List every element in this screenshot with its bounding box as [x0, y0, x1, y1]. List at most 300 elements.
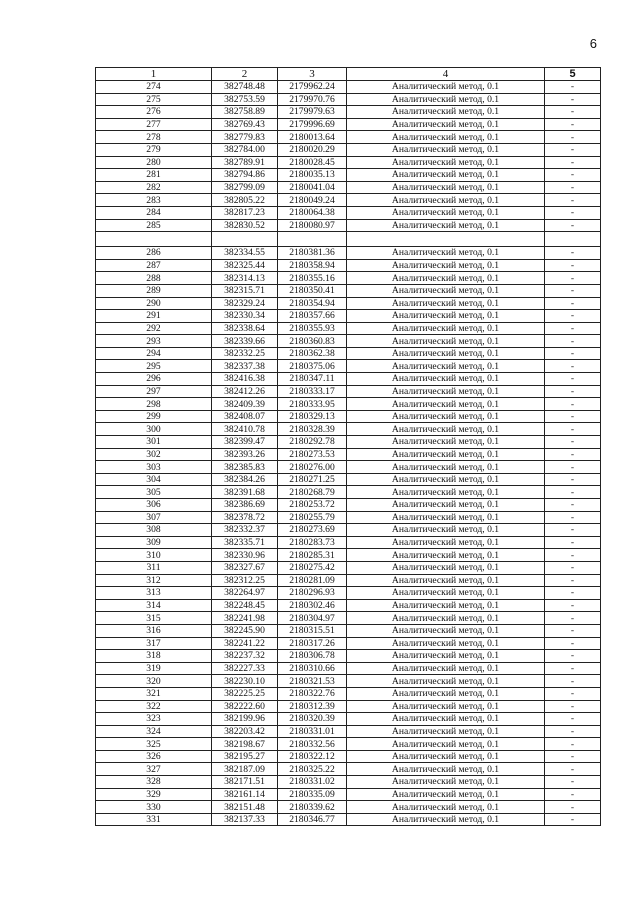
table-cell-col-3: 2180360.83: [278, 335, 347, 348]
table-cell-col-5: -: [545, 81, 601, 94]
table-cell-col-2: 382151.48: [212, 801, 278, 814]
table-cell-col-5: -: [545, 385, 601, 398]
table-cell-col-1: 288: [96, 272, 212, 285]
table-cell-col-1: 330: [96, 801, 212, 814]
table-cell-col-4: Аналитический метод, 0.1: [347, 448, 545, 461]
table-cell-col-5: -: [545, 206, 601, 219]
table-cell-col-3: 2180273.53: [278, 448, 347, 461]
table-row: [96, 511, 601, 524]
table-row: [96, 322, 601, 335]
table-row: [96, 436, 601, 449]
table-cell-col-3: 2180273.69: [278, 524, 347, 537]
table-cell-col-2: 382805.22: [212, 194, 278, 207]
table-cell-col-3: 2180276.00: [278, 461, 347, 474]
table-cell-col-1: 289: [96, 284, 212, 297]
table-cell-col-3: 2180325.22: [278, 763, 347, 776]
table-cell-col-1: 276: [96, 106, 212, 119]
table-cell-col-4: Аналитический метод, 0.1: [347, 436, 545, 449]
table-cell-col-1: 279: [96, 143, 212, 156]
table-cell-col-3: 2180357.66: [278, 310, 347, 323]
table-row: [96, 599, 601, 612]
table-cell-col-4: Аналитический метод, 0.1: [347, 524, 545, 537]
table-cell-col-5: -: [545, 322, 601, 335]
table-cell-col-5: -: [545, 423, 601, 436]
table-cell-col-5: -: [545, 486, 601, 499]
table-cell-col-2: 382337.38: [212, 360, 278, 373]
table-cell-col-1: 277: [96, 118, 212, 131]
table-row: [96, 143, 601, 156]
table-cell-col-2: 382241.98: [212, 612, 278, 625]
table-cell-col-2: 382378.72: [212, 511, 278, 524]
table-cell-col-2: 382769.43: [212, 118, 278, 131]
table-row: [96, 750, 601, 763]
table-cell-col-5: -: [545, 675, 601, 688]
table-cell-col-1: 312: [96, 574, 212, 587]
table-row: [96, 398, 601, 411]
table-cell-col-2: 382198.67: [212, 738, 278, 751]
table-cell-col-5: -: [545, 106, 601, 119]
table-cell-col-5: -: [545, 373, 601, 386]
table-cell-col-5: -: [545, 143, 601, 156]
table-row: [96, 284, 601, 297]
table-cell-col-4: Аналитический метод, 0.1: [347, 687, 545, 700]
table-cell-col-1: 329: [96, 788, 212, 801]
table-cell-col-3: 2180335.09: [278, 788, 347, 801]
table-cell-col-2: 382339.66: [212, 335, 278, 348]
table-cell-col-4: Аналитический метод, 0.1: [347, 801, 545, 814]
table-cell-col-5: -: [545, 511, 601, 524]
table-cell-col-5: -: [545, 272, 601, 285]
table-cell-col-5: -: [545, 131, 601, 144]
table-row: [96, 650, 601, 663]
table-cell-col-5: -: [545, 549, 601, 562]
table-cell-col-1: 284: [96, 206, 212, 219]
header-col-3: 3: [278, 68, 347, 81]
table-cell-col-1: 323: [96, 713, 212, 726]
table-cell-col-2: 382264.97: [212, 587, 278, 600]
table-row: [96, 725, 601, 738]
table-cell-col-4: Аналитический метод, 0.1: [347, 219, 545, 232]
table-cell-col-2: 382817.23: [212, 206, 278, 219]
table-cell-col-2: 382137.33: [212, 813, 278, 826]
table-cell-col-4: Аналитический метод, 0.1: [347, 776, 545, 789]
table-row: [96, 194, 601, 207]
table-cell-col-3: 2180268.79: [278, 486, 347, 499]
table-cell-col-3: 2180332.56: [278, 738, 347, 751]
table-cell-col-4: Аналитический метод, 0.1: [347, 675, 545, 688]
table-cell-col-4: Аналитический метод, 0.1: [347, 322, 545, 335]
table-cell-col-4: Аналитический метод, 0.1: [347, 461, 545, 474]
table-cell-col-4: Аналитический метод, 0.1: [347, 297, 545, 310]
table-cell-col-1: 325: [96, 738, 212, 751]
table-cell-col-2: 382332.37: [212, 524, 278, 537]
table-cell-col-5: -: [545, 650, 601, 663]
table-row: [96, 473, 601, 486]
table-cell-col-4: Аналитический метод, 0.1: [347, 725, 545, 738]
table-cell-col-1: 324: [96, 725, 212, 738]
table-cell-col-3: 2180339.62: [278, 801, 347, 814]
table-cell-col-2: 382245.90: [212, 624, 278, 637]
table-cell-col-1: 298: [96, 398, 212, 411]
table-cell-col-2: 382315.71: [212, 284, 278, 297]
table-cell-col-4: Аналитический метод, 0.1: [347, 398, 545, 411]
table-cell-col-5: -: [545, 612, 601, 625]
table-row: [96, 423, 601, 436]
table-body: [96, 81, 601, 826]
table-cell-col-3: 2180296.93: [278, 587, 347, 600]
table-cell-col-1: 293: [96, 335, 212, 348]
table-cell-col-5: -: [545, 335, 601, 348]
table-cell-col-1: 327: [96, 763, 212, 776]
table-cell-col-4: Аналитический метод, 0.1: [347, 499, 545, 512]
table-cell-col-1: 287: [96, 259, 212, 272]
table-cell-col-1: 302: [96, 448, 212, 461]
table-cell-col-1: 285: [96, 219, 212, 232]
table-row: [96, 219, 601, 232]
table-row: [96, 272, 601, 285]
table-row: [96, 687, 601, 700]
page-number: 6: [589, 36, 597, 51]
table-row: [96, 106, 601, 119]
table-cell-col-3: 2180320.39: [278, 713, 347, 726]
table-cell-col-4: Аналитический метод, 0.1: [347, 599, 545, 612]
table-cell-col-1: 331: [96, 813, 212, 826]
table-row: [96, 813, 601, 826]
table-cell-col-3: 2180255.79: [278, 511, 347, 524]
table-cell-col-2: 382384.26: [212, 473, 278, 486]
table-row: [96, 181, 601, 194]
table-cell-col-1: 275: [96, 93, 212, 106]
separator-cell: [278, 232, 347, 247]
table-cell-col-2: 382203.42: [212, 725, 278, 738]
table-cell-col-3: 2180347.11: [278, 373, 347, 386]
table-cell-col-2: 382385.83: [212, 461, 278, 474]
table-cell-col-5: -: [545, 700, 601, 713]
table-cell-col-4: Аналитический метод, 0.1: [347, 561, 545, 574]
table-cell-col-2: 382410.78: [212, 423, 278, 436]
table-cell-col-4: Аналитический метод, 0.1: [347, 750, 545, 763]
table-cell-col-5: -: [545, 169, 601, 182]
table-row: [96, 206, 601, 219]
table-cell-col-2: 382416.38: [212, 373, 278, 386]
table-cell-col-2: 382391.68: [212, 486, 278, 499]
table-cell-col-5: -: [545, 194, 601, 207]
table-cell-col-5: -: [545, 713, 601, 726]
table-cell-col-2: 382334.55: [212, 247, 278, 260]
table-cell-col-4: Аналитический метод, 0.1: [347, 423, 545, 436]
table-cell-col-4: Аналитический метод, 0.1: [347, 624, 545, 637]
table-cell-col-3: 2180275.42: [278, 561, 347, 574]
table-cell-col-5: -: [545, 801, 601, 814]
table-cell-col-1: 291: [96, 310, 212, 323]
table-cell-col-2: 382329.24: [212, 297, 278, 310]
table-cell-col-4: Аналитический метод, 0.1: [347, 738, 545, 751]
table-row: [96, 247, 601, 260]
separator-cell: [545, 232, 601, 247]
table-cell-col-4: Аналитический метод, 0.1: [347, 284, 545, 297]
table-cell-col-2: 382799.09: [212, 181, 278, 194]
table-cell-col-5: -: [545, 561, 601, 574]
table-cell-col-3: 2180346.77: [278, 813, 347, 826]
table-row: [96, 713, 601, 726]
table-cell-col-2: 382408.07: [212, 410, 278, 423]
table-cell-col-5: -: [545, 624, 601, 637]
table-cell-col-4: Аналитический метод, 0.1: [347, 587, 545, 600]
table-cell-col-3: 2180064.38: [278, 206, 347, 219]
table-cell-col-2: 382784.00: [212, 143, 278, 156]
table-cell-col-5: -: [545, 725, 601, 738]
table-cell-col-5: -: [545, 259, 601, 272]
table-cell-col-5: -: [545, 410, 601, 423]
table-cell-col-1: 307: [96, 511, 212, 524]
table-cell-col-1: 303: [96, 461, 212, 474]
table-cell-col-3: 2180355.16: [278, 272, 347, 285]
table-row: [96, 448, 601, 461]
table-cell-col-5: -: [545, 574, 601, 587]
table-cell-col-2: 382758.89: [212, 106, 278, 119]
table-cell-col-4: Аналитический метод, 0.1: [347, 169, 545, 182]
table-cell-col-1: 280: [96, 156, 212, 169]
separator-cell: [347, 232, 545, 247]
table-cell-col-2: 382222.60: [212, 700, 278, 713]
table-cell-col-1: 317: [96, 637, 212, 650]
table-row: [96, 675, 601, 688]
table-cell-col-4: Аналитический метод, 0.1: [347, 788, 545, 801]
table-cell-col-4: Аналитический метод, 0.1: [347, 813, 545, 826]
table-cell-col-1: 309: [96, 536, 212, 549]
table-cell-col-3: 2179962.24: [278, 81, 347, 94]
table-row: [96, 624, 601, 637]
table-cell-col-5: -: [545, 587, 601, 600]
table-cell-col-4: Аналитический метод, 0.1: [347, 360, 545, 373]
table-row: [96, 524, 601, 537]
table-row: [96, 373, 601, 386]
table-cell-col-4: Аналитический метод, 0.1: [347, 385, 545, 398]
table-cell-col-3: 2180328.39: [278, 423, 347, 436]
table-cell-col-4: Аналитический метод, 0.1: [347, 473, 545, 486]
table-cell-col-3: 2180322.76: [278, 687, 347, 700]
table-cell-col-2: 382312.25: [212, 574, 278, 587]
table-cell-col-2: 382195.27: [212, 750, 278, 763]
table-cell-col-2: 382314.13: [212, 272, 278, 285]
table-row: [96, 81, 601, 94]
table-row: [96, 612, 601, 625]
table-cell-col-3: 2179996.69: [278, 118, 347, 131]
table-cell-col-4: Аналитический метод, 0.1: [347, 662, 545, 675]
table-cell-col-3: 2180381.36: [278, 247, 347, 260]
table-cell-col-1: 308: [96, 524, 212, 537]
table-cell-col-5: -: [545, 461, 601, 474]
table-cell-col-5: -: [545, 284, 601, 297]
header-col-1: 1: [96, 68, 212, 81]
table-cell-col-3: 2180292.78: [278, 436, 347, 449]
table-cell-col-2: 382237.32: [212, 650, 278, 663]
table-cell-col-1: 292: [96, 322, 212, 335]
table-cell-col-2: 382230.10: [212, 675, 278, 688]
table-cell-col-3: 2180035.13: [278, 169, 347, 182]
table-cell-col-3: 2180271.25: [278, 473, 347, 486]
table-cell-col-1: 281: [96, 169, 212, 182]
table-cell-col-3: 2180283.73: [278, 536, 347, 549]
table-cell-col-1: 318: [96, 650, 212, 663]
table-cell-col-5: -: [545, 347, 601, 360]
table-cell-col-5: -: [545, 738, 601, 751]
table-row: [96, 156, 601, 169]
table-cell-col-2: 382187.09: [212, 763, 278, 776]
table-cell-col-4: Аналитический метод, 0.1: [347, 206, 545, 219]
table-cell-col-4: Аналитический метод, 0.1: [347, 156, 545, 169]
table-cell-col-4: Аналитический метод, 0.1: [347, 410, 545, 423]
table-cell-col-4: Аналитический метод, 0.1: [347, 574, 545, 587]
table-row: [96, 169, 601, 182]
table-row: [96, 259, 601, 272]
table-cell-col-3: 2180013.64: [278, 131, 347, 144]
table-cell-col-4: Аналитический метод, 0.1: [347, 247, 545, 260]
table-cell-col-1: 297: [96, 385, 212, 398]
table-cell-col-1: 328: [96, 776, 212, 789]
table-cell-col-2: 382789.91: [212, 156, 278, 169]
table-cell-col-4: Аналитический метод, 0.1: [347, 259, 545, 272]
table-cell-col-4: Аналитический метод, 0.1: [347, 763, 545, 776]
table-cell-col-1: 321: [96, 687, 212, 700]
table-cell-col-3: 2180358.94: [278, 259, 347, 272]
separator-row: [96, 232, 601, 247]
table-cell-col-5: -: [545, 750, 601, 763]
table-cell-col-3: 2180304.97: [278, 612, 347, 625]
table-cell-col-3: 2180333.95: [278, 398, 347, 411]
header-col-2: 2: [212, 68, 278, 81]
table-cell-col-2: 382330.34: [212, 310, 278, 323]
table-cell-col-3: 2179979.63: [278, 106, 347, 119]
table-cell-col-4: Аналитический метод, 0.1: [347, 650, 545, 663]
table-cell-col-1: 326: [96, 750, 212, 763]
table-cell-col-1: 305: [96, 486, 212, 499]
table-cell-col-3: 2180306.78: [278, 650, 347, 663]
table-cell-col-1: 294: [96, 347, 212, 360]
table-cell-col-5: -: [545, 310, 601, 323]
table-cell-col-3: 2180331.01: [278, 725, 347, 738]
table-cell-col-4: Аналитический метод, 0.1: [347, 347, 545, 360]
table-cell-col-4: Аналитический метод, 0.1: [347, 181, 545, 194]
table-cell-col-4: Аналитический метод, 0.1: [347, 272, 545, 285]
table-cell-col-3: 2180329.13: [278, 410, 347, 423]
table-cell-col-3: 2180041.04: [278, 181, 347, 194]
table-row: [96, 385, 601, 398]
table-cell-col-3: 2180302.46: [278, 599, 347, 612]
table-cell-col-4: Аналитический метод, 0.1: [347, 511, 545, 524]
table-cell-col-3: 2180028.45: [278, 156, 347, 169]
table-cell-col-5: -: [545, 297, 601, 310]
table-cell-col-1: 278: [96, 131, 212, 144]
table-row: [96, 360, 601, 373]
table-cell-col-2: 382227.33: [212, 662, 278, 675]
table-cell-col-5: -: [545, 93, 601, 106]
table-cell-col-4: Аналитический метод, 0.1: [347, 106, 545, 119]
table-row: [96, 549, 601, 562]
table-cell-col-3: 2180333.17: [278, 385, 347, 398]
table-row: [96, 801, 601, 814]
table-cell-col-3: 2180253.72: [278, 499, 347, 512]
table-row: [96, 700, 601, 713]
table-cell-col-1: 311: [96, 561, 212, 574]
table-cell-col-1: 310: [96, 549, 212, 562]
table-cell-col-5: -: [545, 436, 601, 449]
table-cell-col-2: 382330.96: [212, 549, 278, 562]
table-cell-col-5: -: [545, 524, 601, 537]
table-cell-col-3: 2180331.02: [278, 776, 347, 789]
table-row: [96, 587, 601, 600]
table-cell-col-1: 319: [96, 662, 212, 675]
table-cell-col-1: 296: [96, 373, 212, 386]
table-cell-col-1: 313: [96, 587, 212, 600]
table-cell-col-3: 2180020.29: [278, 143, 347, 156]
table-cell-col-1: 316: [96, 624, 212, 637]
table-row: [96, 118, 601, 131]
table-cell-col-5: -: [545, 599, 601, 612]
table-row: [96, 347, 601, 360]
table-cell-col-2: 382199.96: [212, 713, 278, 726]
table-cell-col-5: -: [545, 181, 601, 194]
table-cell-col-3: 2179970.76: [278, 93, 347, 106]
table-row: [96, 561, 601, 574]
table-cell-col-5: -: [545, 788, 601, 801]
table-cell-col-4: Аналитический метод, 0.1: [347, 486, 545, 499]
table-cell-col-1: 322: [96, 700, 212, 713]
table-cell-col-2: 382748.48: [212, 81, 278, 94]
table-cell-col-5: -: [545, 360, 601, 373]
table-cell-col-1: 306: [96, 499, 212, 512]
table-cell-col-2: 382161.14: [212, 788, 278, 801]
table-cell-col-2: 382409.39: [212, 398, 278, 411]
table-cell-col-5: -: [545, 156, 601, 169]
table-cell-col-2: 382335.71: [212, 536, 278, 549]
table-cell-col-2: 382248.45: [212, 599, 278, 612]
table-cell-col-5: -: [545, 499, 601, 512]
table-cell-col-4: Аналитический метод, 0.1: [347, 194, 545, 207]
table-cell-col-3: 2180312.39: [278, 700, 347, 713]
table-row: [96, 335, 601, 348]
table-cell-col-2: 382412.26: [212, 385, 278, 398]
table-cell-col-2: 382779.83: [212, 131, 278, 144]
table-cell-col-2: 382327.67: [212, 561, 278, 574]
table-cell-col-3: 2180285.31: [278, 549, 347, 562]
table-cell-col-3: 2180049.24: [278, 194, 347, 207]
header-col-5: 5: [545, 68, 601, 81]
table-cell-col-5: -: [545, 247, 601, 260]
table-row: [96, 310, 601, 323]
table-cell-col-1: 295: [96, 360, 212, 373]
table-cell-col-3: 2180322.12: [278, 750, 347, 763]
table-cell-col-1: 290: [96, 297, 212, 310]
table-cell-col-2: 382393.26: [212, 448, 278, 461]
table-cell-col-5: -: [545, 536, 601, 549]
table-cell-col-4: Аналитический метод, 0.1: [347, 310, 545, 323]
table-cell-col-3: 2180310.66: [278, 662, 347, 675]
table-cell-col-3: 2180350.41: [278, 284, 347, 297]
table-cell-col-3: 2180315.51: [278, 624, 347, 637]
table-cell-col-3: 2180375.06: [278, 360, 347, 373]
table-cell-col-1: 320: [96, 675, 212, 688]
table-cell-col-4: Аналитический метод, 0.1: [347, 612, 545, 625]
table-cell-col-2: 382325.44: [212, 259, 278, 272]
table-cell-col-3: 2180355.93: [278, 322, 347, 335]
table-cell-col-5: -: [545, 662, 601, 675]
header-col-4: 4: [347, 68, 545, 81]
table-cell-col-1: 314: [96, 599, 212, 612]
table-row: [96, 461, 601, 474]
table-cell-col-1: 315: [96, 612, 212, 625]
table-cell-col-5: -: [545, 473, 601, 486]
